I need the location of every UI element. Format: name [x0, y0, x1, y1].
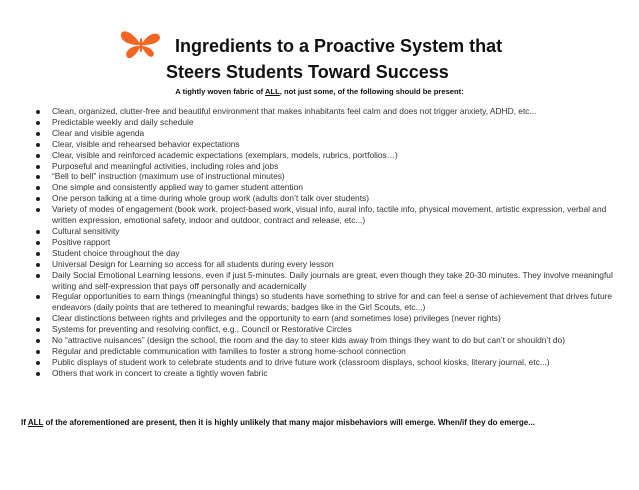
butterfly-icon — [118, 28, 164, 60]
conclusion-text: If ALL of the aforementioned are present, then it is highly unlikely that many major misbehaviors will emerge. When/if they do emerge... — [21, 418, 535, 427]
conclusion-emphasis: ALL — [27, 418, 44, 427]
list-item: Purposeful and meaningful activities, including roles and jobs — [20, 161, 620, 172]
list-item: “Bell to bell” instruction (maximum use of instructional minutes) — [20, 171, 620, 182]
list-item: Clear, visible and reinforced academic expectations (exemplars, models, rubrics, portfolios…) — [20, 150, 620, 161]
page-title-line-1: Ingredients to a Proactive System that — [175, 36, 503, 56]
list-item: Public displays of student work to celebrate students and to drive future work (classroom displays, school kiosks, literary journal, etc...) — [20, 357, 620, 368]
list-item: One simple and consistently applied way to gamer student attention — [20, 182, 620, 193]
list-item: Systems for preventing and resolving conflict, e.g., Council or Restorative Circles — [20, 324, 620, 335]
page-title-line-2: Steers Students Toward Success — [166, 62, 449, 82]
intro-text: A tightly woven fabric of ALL, not just some, of the following should be present: — [175, 87, 464, 96]
list-item: Clear and visible agenda — [20, 128, 620, 139]
intro-emphasis: ALL — [265, 87, 280, 96]
list-item: Cultural sensitivity — [20, 226, 620, 237]
list-item: Daily Social Emotional Learning lessons, even if just 5-minutes. Daily journals are great, even though they take 20-30 minutes. They involve meaningful writing and self-expression that pays off personally and academically — [20, 270, 620, 292]
list-item: Variety of modes of engagement (book work, project-based work, visual info, aural info, tactile info, physical movement, artistic expression, verbal and written expression, emotional safety, indoor and outdoor, contract and release, etc...) — [20, 204, 620, 226]
list-item: Others that work in concert to create a tightly woven fabric — [20, 368, 620, 379]
list-item: Universal Design for Learning so access for all students during every lesson — [20, 259, 620, 270]
list-item: Predictable weekly and daily schedule — [20, 117, 620, 128]
ingredients-list — [20, 106, 620, 379]
list-item: No “attractive nuisances” (design the school, the room and the day to steer kids away from things they want to do but can’t or shouldn’t do) — [20, 335, 620, 346]
list-item: Student choice throughout the day — [20, 248, 620, 259]
list-item: Clear, visible and rehearsed behavior expectations — [20, 139, 620, 150]
list-item: Regular and predictable communication with families to foster a strong home-school connection — [20, 346, 620, 357]
list-item: One person talking at a time during whole group work (adults don’t talk over students) — [20, 193, 620, 204]
list-item: Regular opportunities to earn things (meaningful things) so students have something to strive for and can feel a sense of achievement that drives future endeavors (daily points that are tethered to meaningful rewards; badges like in the Girl Scouts, etc...) — [20, 291, 620, 313]
list-item: Positive rapport — [20, 237, 620, 248]
list-item: Clean, organized, clutter-free and beautiful environment that makes inhabitants feel calm and does not trigger anxiety, ADHD, etc... — [20, 106, 620, 117]
list-item: Clear distinctions between rights and privileges and the opportunity to earn (and sometimes lose) privileges (never rights) — [20, 313, 620, 324]
